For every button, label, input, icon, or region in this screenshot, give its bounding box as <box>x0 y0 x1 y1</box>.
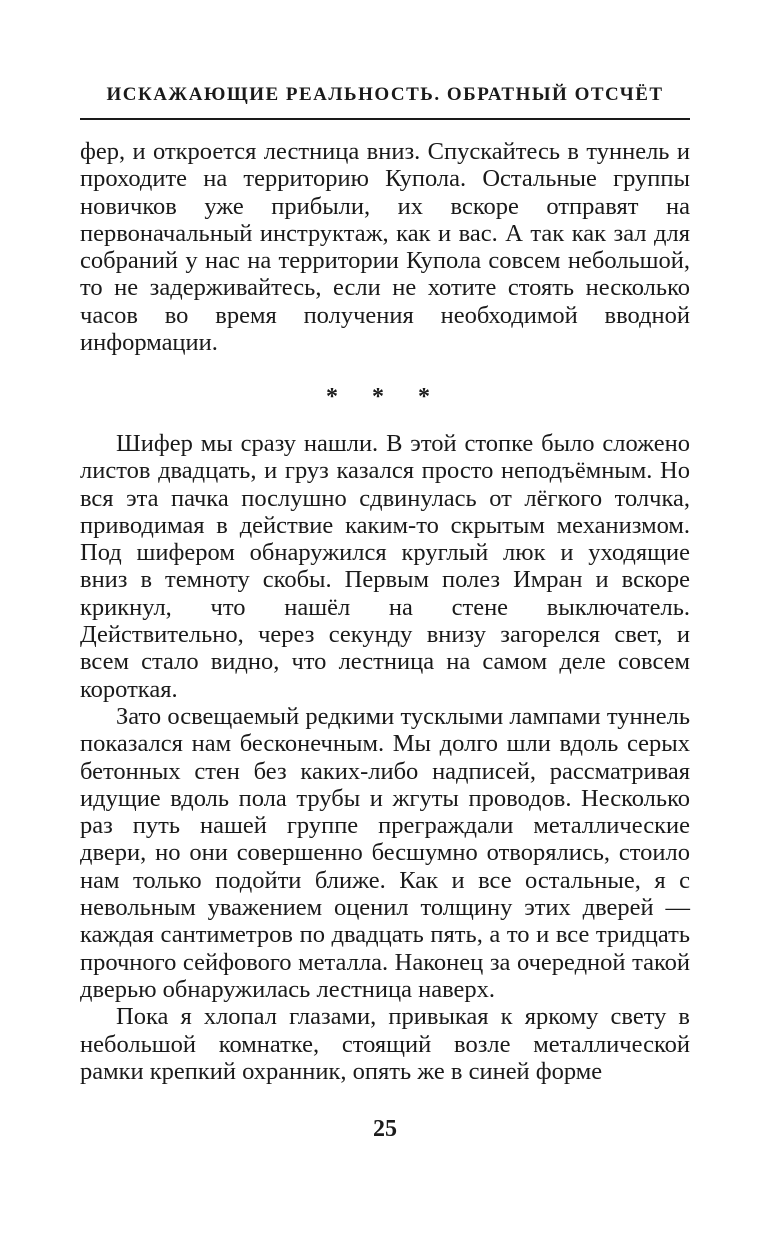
paragraph: Пока я хлопал глазами, привыкая к яркому свету в небольшой комнатке, стоящий возле металлической рамки крепкий охранник, опять же в синей форме <box>80 1003 690 1085</box>
section-break: * * * <box>326 384 444 410</box>
text-block-top <box>80 138 690 356</box>
text-block-main <box>80 430 690 1085</box>
page-number: 25 <box>373 1116 397 1142</box>
paragraph-continued: фер, и откроется лестница вниз. Спускайтесь в туннель и проходите на территорию Купола. Остальные группы новичков уже прибыли, их вскоре отправят на первоначальный инструктаж, как и вас. А так как зал для собраний у нас на территории Купола совсем небольшой, то не задерживайтесь, если не хотите стоять несколько часов во время получения необходимой вводной информации. <box>80 138 690 357</box>
paragraph: Зато освещаемый редкими тусклыми лампами туннель показался нам бесконечным. Мы долго шли вдоль серых бетонных стен без каких-либо надписей, рассматривая идущие вдоль пола трубы и жгуты проводов. Несколько раз путь нашей группе преграждали металлические двери, но они совершенно бесшумно отворялись, стоило нам только подойти ближе. Как и все остальные, я с невольным уважением оценил толщину этих дверей — каждая сантиметров по двадцать пять, а то и все тридцать прочного сейфового металла. Наконец за очередной такой дверью обнаружилась лестница наверх. <box>80 702 690 1003</box>
running-head: ИСКАЖАЮЩИЕ РЕАЛЬНОСТЬ. ОБРАТНЫЙ ОТСЧЁТ <box>106 84 664 105</box>
book-page <box>80 0 690 1240</box>
paragraph: Шифер мы сразу нашли. В этой стопке было сложено листов двадцать, и груз казался просто неподъёмным. Но вся эта пачка послушно сдвинулась от лёгкого толчка, приводимая в действие каким-то скрытым механизмом. Под шифером обнаружился круглый люк и уходящие вниз в темноту скобы. Первым полез Имран и вскоре крикнул, что нашёл на стене выключатель. Действительно, через секунду внизу загорелся свет, и всем стало видно, что лестница на самом деле совсем короткая. <box>80 430 690 703</box>
header-rule <box>80 118 690 120</box>
